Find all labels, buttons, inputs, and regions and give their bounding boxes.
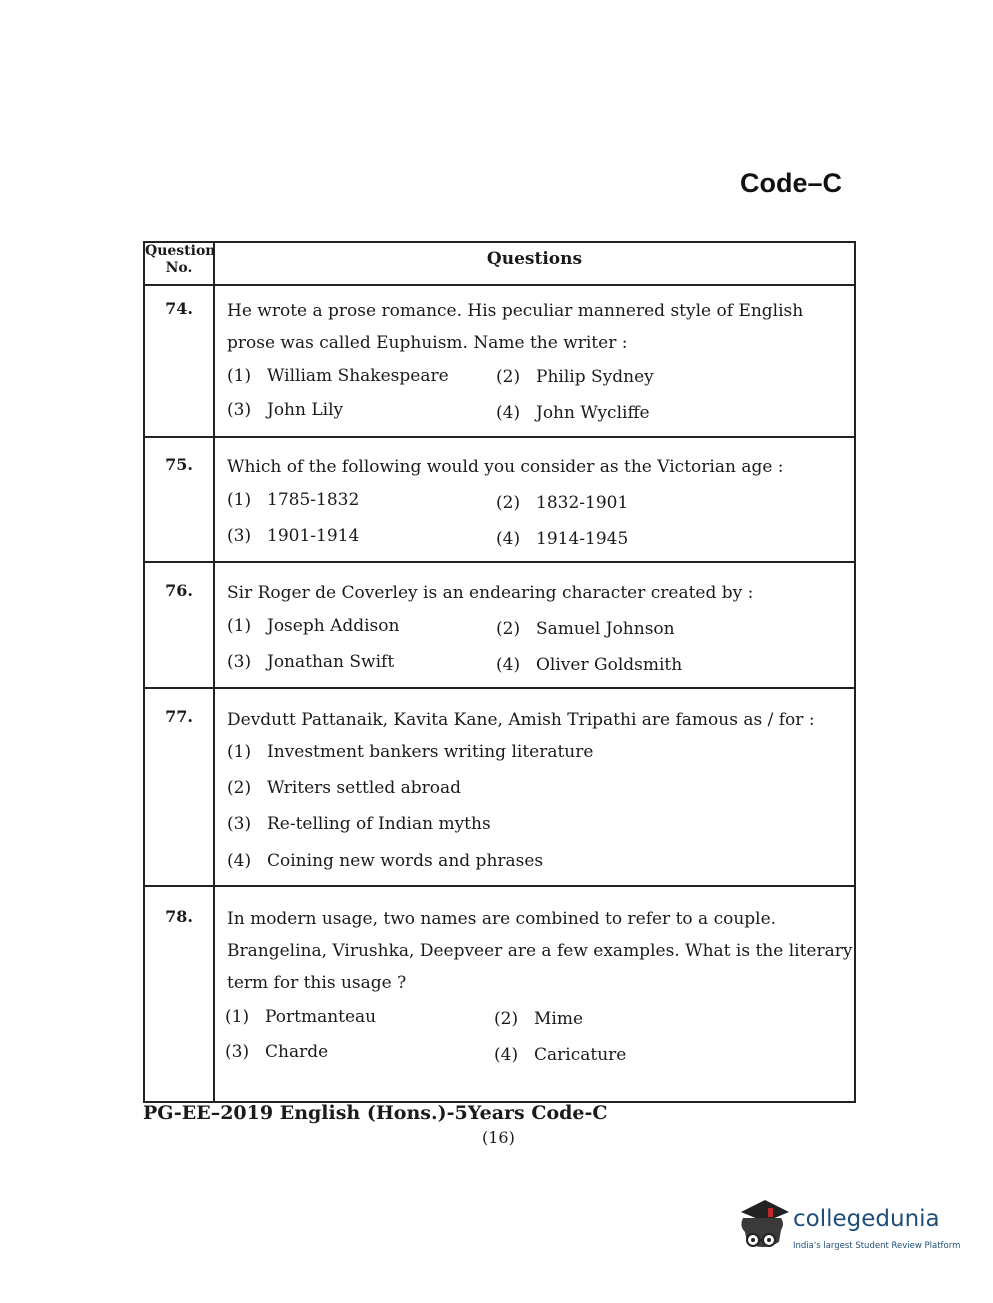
option-2: (2) Mime (494, 1009, 584, 1029)
header-questions: Questions (486, 249, 583, 269)
question-text: In modern usage, two names are combined to refer to a couple. Brangelina, Virushka, Deepveer are a few examples. What is the literary term for this usage ? (227, 909, 853, 993)
option-4: (4) John Wycliffe (496, 403, 650, 423)
option-2: (2) Writers settled abroad (227, 778, 462, 798)
option-3: (3) Charde (225, 1042, 329, 1062)
question-text: Devdutt Pattanaik, Kavita Kane, Amish Tripathi are famous as / for : (227, 710, 815, 730)
collegedunia-mascot-icon (735, 1196, 791, 1256)
option-1: (1) William Shakespeare (227, 366, 449, 386)
question-text: Which of the following would you consider as the Victorian age : (227, 457, 784, 477)
option-1: (1) Joseph Addison (227, 616, 400, 636)
option-3: (3) Re-telling of Indian myths (227, 814, 491, 834)
option-3: (3) John Lily (227, 400, 344, 420)
page-number: (16) (482, 1128, 515, 1147)
option-3: (3) 1901-1914 (227, 526, 360, 546)
question-number: 75. (165, 455, 193, 474)
row-divider (145, 561, 854, 563)
brand-tagline: India's largest Student Review Platform (793, 1241, 961, 1251)
row-divider (145, 885, 854, 887)
footer-paper-title: PG-EE–2019 English (Hons.)-5Years Code-C (143, 1102, 608, 1124)
question-number: 76. (165, 581, 193, 600)
option-2: (2) 1832-1901 (496, 493, 629, 513)
brand-logo (735, 1196, 960, 1260)
question-text: Sir Roger de Coverley is an endearing character created by : (227, 583, 754, 603)
question-number: 77. (165, 707, 193, 726)
brand-name: collegedunia (793, 1206, 940, 1232)
option-1: (1) Portmanteau (225, 1007, 377, 1027)
question-text: He wrote a prose romance. His peculiar mannered style of English prose was called Euphuism. Name the writer : (227, 301, 804, 353)
paper-code: Code–C (740, 168, 843, 198)
row-divider (145, 436, 854, 438)
question-number: 74. (165, 299, 193, 318)
option-2: (2) Samuel Johnson (496, 619, 675, 639)
row-divider (145, 284, 854, 286)
questions-table (143, 241, 856, 1103)
option-3: (3) Jonathan Swift (227, 652, 395, 672)
option-1: (1) 1785-1832 (227, 490, 360, 510)
option-1: (1) Investment bankers writing literature (227, 742, 594, 762)
header-question-no: Question No. (145, 243, 216, 276)
option-2: (2) Philip Sydney (496, 367, 654, 387)
row-divider (145, 687, 854, 689)
column-divider (213, 243, 215, 1101)
option-4: (4) Caricature (494, 1045, 627, 1065)
option-4: (4) 1914-1945 (496, 529, 629, 549)
question-number: 78. (165, 907, 193, 926)
option-4: (4) Oliver Goldsmith (496, 655, 683, 675)
option-4: (4) Coining new words and phrases (227, 851, 544, 871)
